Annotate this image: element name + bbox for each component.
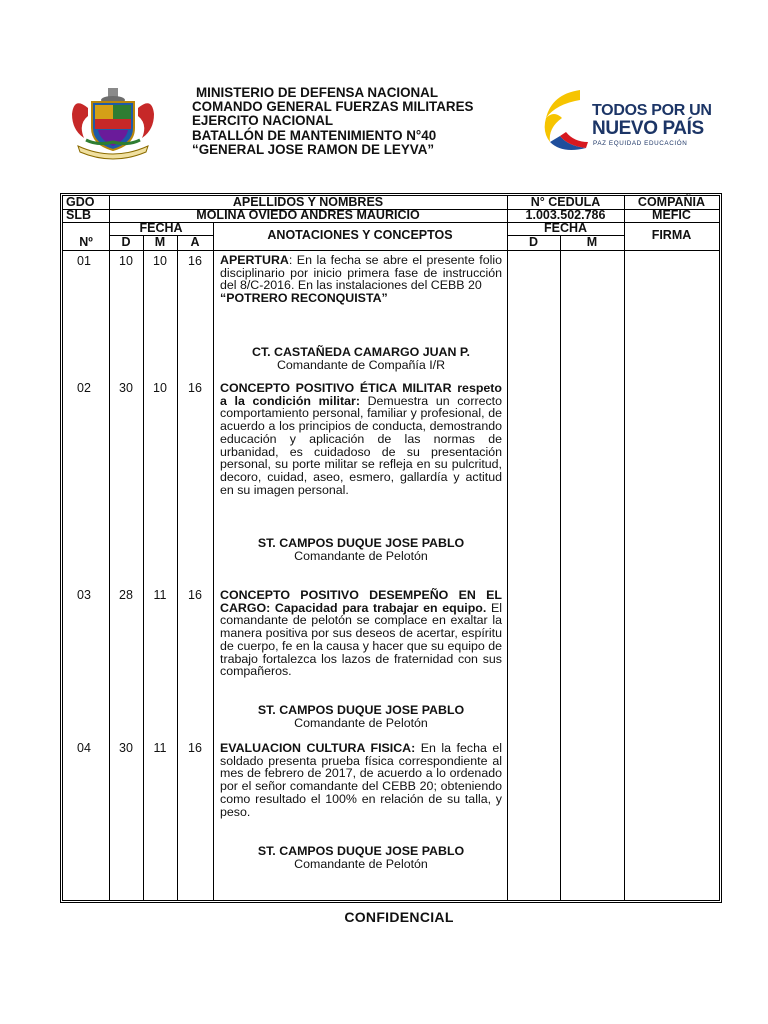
entry-number: 04	[77, 741, 91, 755]
entry-text	[220, 589, 502, 678]
label-no: Nº	[79, 235, 93, 249]
entry-signature	[215, 346, 507, 372]
entry-title: EVALUACION CULTURA FISICA:	[220, 741, 416, 755]
label-firma: FIRMA	[651, 228, 692, 242]
label-month: M	[154, 235, 166, 249]
entry-title: CONCEPTO POSITIVO DESEMPEÑO EN EL CARGO: Capacidad para trabajar en equipo.	[220, 588, 502, 615]
entry-month: 10	[153, 254, 167, 268]
brand-line-1: TODOS POR UN	[592, 102, 712, 119]
entry-body: El comandante de pelotón se complace en exaltar la manera positiva por sus deseos de acertar, espíritu de cuerpo, fe en la causa y hacer que su equipo de trabajo fortalezca los lazos de fraternidad con sus compañeros.	[220, 600, 502, 679]
header-line-army: EJERCITO NACIONAL	[192, 113, 334, 129]
col-divider	[624, 196, 625, 900]
entry-day: 30	[119, 741, 133, 755]
signature-role: Comandante de Pelotón	[294, 549, 428, 563]
entry-month: 10	[153, 381, 167, 395]
entry-month: 11	[153, 741, 167, 755]
col-divider	[177, 235, 178, 900]
flag-swoosh-icon	[540, 88, 594, 154]
label-year: A	[190, 235, 200, 249]
label-fecha: FECHA	[139, 221, 183, 235]
brand-line-2: NUEVO PAÍS	[592, 118, 704, 139]
label-anotaciones: ANOTACIONES Y CONCEPTOS	[267, 228, 453, 242]
header-line-battalion: BATALLÓN DE MANTENIMIENTO N°40	[192, 127, 437, 143]
institution-header	[192, 86, 473, 157]
col-divider	[560, 235, 561, 900]
label-cedula: N° CEDULA	[530, 195, 601, 209]
entry-year: 16	[188, 588, 202, 602]
signature-name: ST. CAMPOS DUQUE JOSE PABLO	[257, 536, 465, 550]
col-divider	[213, 222, 214, 900]
signature-role: Comandante de Compañía I/R	[276, 358, 446, 372]
row-divider	[63, 250, 719, 251]
signature-name: ST. CAMPOS DUQUE JOSE PABLO	[257, 703, 465, 717]
col-divider	[109, 196, 110, 900]
label-day: D	[121, 235, 131, 249]
entry-year: 16	[188, 254, 202, 268]
entry-body: : En la fecha se abre el presente folio disciplinario por inicio primera fase de instrucción del 8/C-2016. En las instalaciones del CEBB 20	[220, 253, 502, 293]
value-company: MEFIC	[652, 208, 691, 222]
signature-name: CT. CASTAÑEDA CAMARGO JUAN P.	[252, 345, 470, 359]
label-day-2: D	[528, 235, 539, 249]
entry-year: 16	[188, 741, 202, 755]
brand-slogan: PAZ EQUIDAD EDUCACIÓN	[593, 140, 688, 147]
label-names: APELLIDOS Y NOMBRES	[232, 195, 384, 209]
entry-day: 10	[119, 254, 133, 268]
label-gdo: GDO	[66, 195, 95, 209]
entry-body: Demuestra un correcto comportamiento personal, familiar y profesional, de acuerdo a los principios de conducta, demostrando educación y aplicación de las normas de urbanidad, es cuidadoso de su presentación personal, su porte militar se refleja en su pulcritud, decoro, cuidad, aseo, esmero, gallardía y actitud en su imagen personal.	[220, 393, 502, 497]
label-company: COMPAÑIA	[637, 195, 706, 209]
entry-signature	[215, 845, 507, 871]
value-names: MOLINA OVIEDO ANDRES MAURICIO	[196, 208, 420, 222]
header-line-ministry: MINISTERIO DE DEFENSA NACIONAL	[196, 85, 439, 100]
value-cedula: 1.003.502.786	[525, 208, 606, 222]
value-gdo: SLB	[66, 208, 91, 222]
entry-text	[220, 382, 502, 496]
entry-place: “POTRERO RECONQUISTA”	[220, 291, 388, 306]
entry-month: 11	[153, 588, 167, 602]
label-fecha-2: FECHA	[543, 221, 588, 235]
entry-number: 01	[77, 254, 91, 268]
entry-title: CONCEPTO POSITIVO ÉTICA MILITAR respeto a la condición militar:	[220, 381, 502, 408]
header-line-command: COMANDO GENERAL FUERZAS MILITARES	[192, 99, 474, 115]
government-brand-logo	[540, 88, 710, 152]
entry-number: 02	[77, 381, 91, 395]
col-divider	[143, 235, 144, 900]
battalion-crest-emblem	[68, 86, 158, 160]
header-line-battalion-name: “GENERAL JOSE RAMON DE LEYVA”	[192, 141, 435, 157]
signature-role: Comandante de Pelotón	[294, 716, 428, 730]
signature-role: Comandante de Pelotón	[294, 857, 428, 871]
entry-day: 28	[119, 588, 133, 602]
entry-signature	[215, 704, 507, 730]
entry-body: En la fecha el soldado presenta prueba física correspondiente al mes de febrero de 2017, de acuerdo a lo ordenado por el señor comandante del CEBB 20; obteniendo como resultado el 100% en relación de su talla, y peso.	[220, 741, 503, 819]
confidential-footer: CONFIDENCIAL	[344, 909, 454, 925]
entry-number: 03	[77, 588, 91, 602]
entry-signature	[215, 537, 507, 563]
entry-year: 16	[188, 381, 202, 395]
label-month-2: M	[586, 235, 598, 249]
signature-name: ST. CAMPOS DUQUE JOSE PABLO	[257, 844, 465, 858]
entry-text	[220, 254, 502, 305]
col-divider	[507, 196, 508, 900]
entry-text	[220, 742, 502, 818]
entry-day: 30	[119, 381, 133, 395]
entry-title: APERTURA	[220, 253, 289, 267]
